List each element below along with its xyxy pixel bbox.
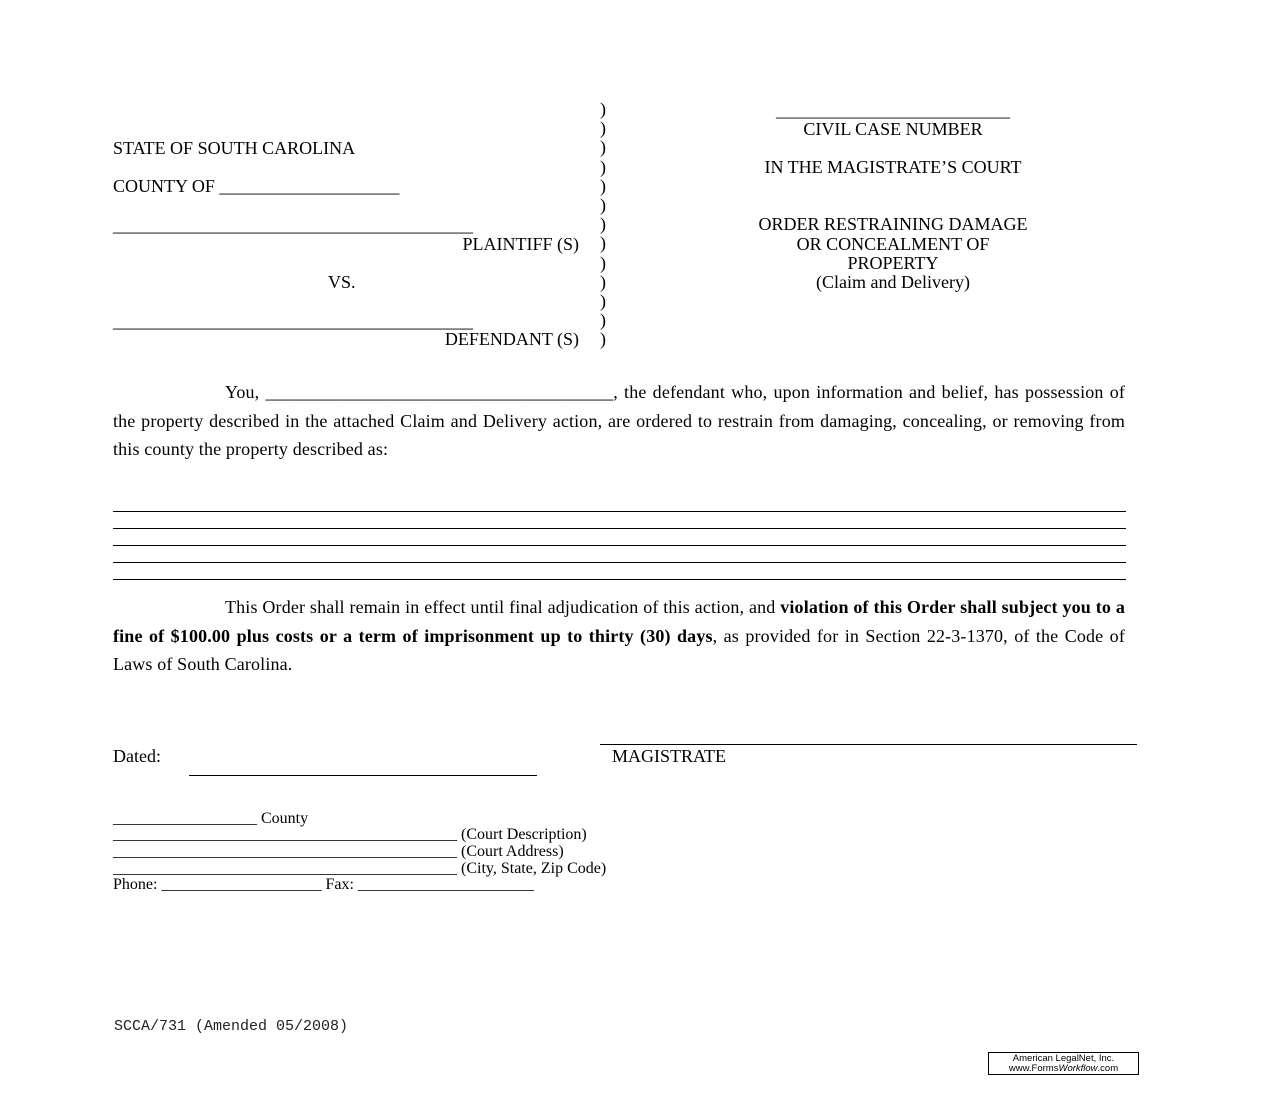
paren-mark: ) (600, 99, 606, 119)
para2-text-end: , as provided for in Section 22-3-1370, of the Code of Laws of South Carolina. (113, 625, 1125, 675)
paren-mark: ) (600, 118, 606, 139)
court-county-field[interactable]: __________________ County (113, 810, 309, 827)
order-subtitle: (Claim and Delivery) (816, 272, 970, 292)
logo-url-suffix: .com (1097, 1063, 1119, 1074)
court-heading: IN THE MAGISTRATE’S COURT (764, 157, 1022, 177)
magistrate-label: MAGISTRATE (612, 746, 727, 766)
dated-label: Dated: (113, 746, 161, 766)
paren-mark: ) (600, 329, 606, 350)
plaintiff-name-field[interactable]: ________________________________________ (113, 215, 473, 235)
court-city-field[interactable]: ___________________________________________ (City, State, Zip Code) (113, 860, 607, 877)
case-number-field[interactable]: __________________________ (776, 100, 1010, 120)
order-paragraph-2 (113, 593, 1125, 679)
paren-mark: ) (600, 252, 606, 273)
property-line[interactable] (113, 562, 1126, 563)
property-line[interactable] (113, 528, 1126, 529)
paren-mark: ) (600, 214, 606, 235)
property-line[interactable] (113, 511, 1126, 512)
para1-text: the defendant who, upon information and belief, has possession of the property described in the attached Claim and Delivery action, are ordered to restrain from damaging, concealing, or removing from this county the property described as: (113, 382, 1125, 460)
paren-mark: ) (600, 290, 606, 311)
para1-lead: You, (225, 382, 260, 402)
county-field[interactable]: COUNTY OF ____________________ (113, 176, 400, 196)
versus-label: VS. (328, 272, 356, 292)
paren-mark: ) (600, 233, 606, 254)
logo-url (989, 1064, 1138, 1074)
logo-url-prefix: www.Forms (1008, 1063, 1059, 1074)
order-title-line-1: ORDER RESTRAINING DAMAGE (758, 214, 1028, 234)
magistrate-signature-line[interactable] (600, 744, 1137, 745)
plaintiff-label: PLAINTIFF (S) (462, 234, 579, 254)
property-line[interactable] (113, 579, 1126, 580)
defendant-label: DEFENDANT (S) (444, 329, 579, 349)
para2-text-start: This Order shall remain in effect until final adjudication of this action, and (225, 597, 781, 617)
paren-mark: ) (600, 137, 606, 158)
american-legalnet-logo (988, 1052, 1139, 1075)
caption-divider (600, 100, 612, 349)
case-number-label: CIVIL CASE NUMBER (803, 119, 983, 139)
paren-mark: ) (600, 156, 606, 177)
form-id: SCCA/731 (Amended 05/2008) (114, 1018, 349, 1035)
paren-mark: ) (600, 194, 606, 215)
court-address-field[interactable]: ___________________________________________ (Court Address) (113, 843, 564, 860)
paren-mark: ) (600, 271, 606, 292)
order-paragraph-1 (113, 378, 1125, 464)
court-phone-fax-field[interactable]: Phone: ____________________ Fax: ______________________ (113, 876, 534, 893)
property-line[interactable] (113, 545, 1126, 546)
date-line[interactable] (189, 775, 537, 776)
court-description-field[interactable]: ___________________________________________ (Court Description) (113, 826, 587, 843)
paren-mark: ) (600, 175, 606, 196)
paren-mark: ) (600, 310, 606, 331)
order-title-line-3: PROPERTY (847, 253, 939, 273)
logo-url-italic: Workflow (1058, 1063, 1098, 1074)
logo-company: American LegalNet, Inc. (1012, 1053, 1115, 1064)
order-title-line-2: OR CONCEALMENT OF (796, 234, 990, 254)
defendant-name-blank[interactable]: ______________________________________, (265, 382, 618, 402)
state-heading: STATE OF SOUTH CAROLINA (113, 138, 356, 158)
penalty-warning: violation of this Order shall subject you to a fine of $100.00 plus costs or a term of imprisonment up to thirty (30) days (113, 597, 1125, 646)
defendant-name-field[interactable]: ________________________________________ (113, 311, 473, 331)
